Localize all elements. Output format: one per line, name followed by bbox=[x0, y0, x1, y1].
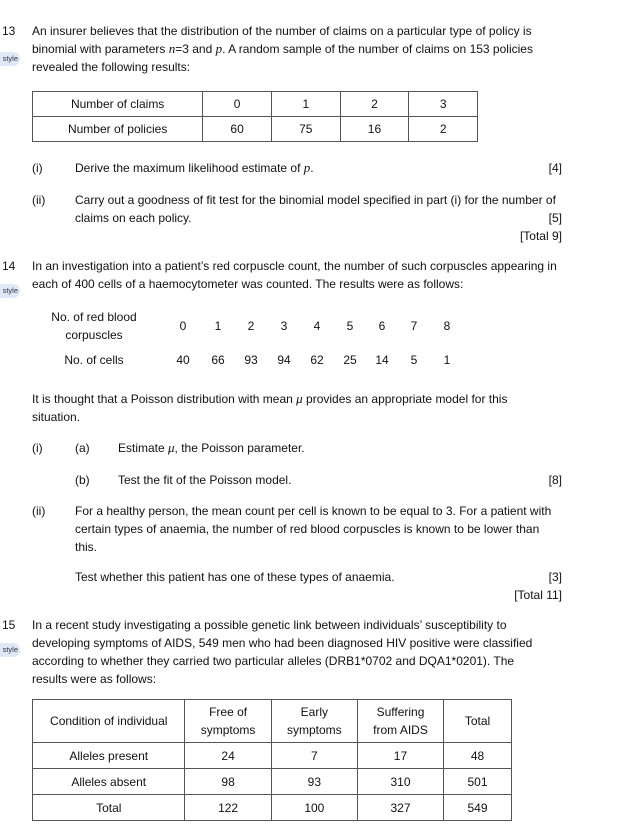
q13-intro-line3: revealed the following results: bbox=[32, 60, 191, 74]
table-cell: 2 bbox=[340, 92, 409, 117]
poisson-text: It is thought that a Poisson distribution with mean μ provides an appropriate model for this situation. bbox=[32, 391, 508, 424]
table-cell: 327 bbox=[357, 795, 443, 821]
part-text: Estimate μ, the Poisson parameter. bbox=[118, 440, 305, 455]
marks: [8] bbox=[548, 473, 562, 487]
table-cell: 60 bbox=[203, 117, 272, 142]
table-cell: 122 bbox=[185, 795, 271, 821]
column-header: Suffering from AIDS bbox=[357, 700, 443, 743]
subpart-label: (b) bbox=[75, 473, 90, 487]
table-cell: 24 bbox=[185, 743, 271, 769]
table-cell: 98 bbox=[185, 769, 271, 795]
table-cell: 501 bbox=[444, 769, 512, 795]
style-badge: style bbox=[0, 284, 20, 298]
style-badge: style bbox=[0, 52, 20, 66]
table-cell: 93 bbox=[271, 769, 357, 795]
table-cell: 17 bbox=[357, 743, 443, 769]
table-cell: 100 bbox=[271, 795, 357, 821]
q13-intro-line1: An insurer believes that the distribution of the number of claims on a particular type of policy is bbox=[32, 24, 532, 38]
column-header: Early symptoms bbox=[271, 700, 357, 743]
total-marks: [Total 11] bbox=[514, 588, 562, 602]
table-cell: 310 bbox=[357, 769, 443, 795]
total-marks: [Total 9] bbox=[519, 229, 562, 243]
marks: [5] bbox=[548, 211, 562, 225]
count-value: 6 bbox=[378, 319, 386, 333]
part-label: (ii) bbox=[32, 193, 46, 207]
marks: [4] bbox=[548, 161, 562, 175]
cell-value: 66 bbox=[211, 353, 225, 367]
row-label: Alleles absent bbox=[33, 769, 185, 795]
part-label: (ii) bbox=[32, 504, 46, 518]
question-number: 15 bbox=[2, 618, 16, 632]
count-value: 8 bbox=[443, 319, 451, 333]
row-label: Total bbox=[33, 795, 185, 821]
table-cell: 7 bbox=[271, 743, 357, 769]
count-value: 2 bbox=[247, 319, 255, 333]
cell-value: 14 bbox=[375, 353, 389, 367]
row-label: No. of cells bbox=[64, 353, 124, 367]
table-cell: 48 bbox=[444, 743, 512, 769]
marks: [3] bbox=[548, 570, 562, 584]
q13-intro bbox=[32, 22, 572, 76]
subpart-label: (a) bbox=[75, 441, 90, 455]
row-label: No. of red blood corpuscles bbox=[51, 310, 137, 342]
cell-value: 94 bbox=[277, 353, 291, 367]
part-text: Test the fit of the Poisson model. bbox=[118, 473, 292, 487]
cell-value: 62 bbox=[310, 353, 324, 367]
table-cell: 16 bbox=[340, 117, 409, 142]
part-text: For a healthy person, the mean count per cell is known to be equal to 3. For a patient with certain types of anaemia, the number of red blood corpuscles is known to be lower than this. bbox=[75, 504, 552, 554]
q15-intro: In a recent study investigating a possible genetic link between individuals’ susceptibility to developing symptoms of AIDS, 549 men who had been diagnosed HIV positive were classified according to whether they carried two particular alleles (DRB1*0702 and DQA1*0201). The results were as follows: bbox=[32, 618, 533, 686]
part-label: (i) bbox=[32, 441, 43, 455]
table-cell: 549 bbox=[444, 795, 512, 821]
count-value: 3 bbox=[280, 319, 288, 333]
row-label: Alleles present bbox=[33, 743, 185, 769]
row-label: Number of policies bbox=[33, 117, 203, 142]
column-header: Condition of individual bbox=[33, 700, 185, 743]
count-value: 4 bbox=[313, 319, 321, 333]
table-cell: 0 bbox=[203, 92, 272, 117]
cell-value: 93 bbox=[244, 353, 258, 367]
part-text: Carry out a goodness of fit test for the binomial model specified in part (i) for the number of claims on each policy. bbox=[75, 193, 556, 225]
cell-value: 40 bbox=[176, 353, 190, 367]
table-cell: 75 bbox=[271, 117, 340, 142]
table-cell: 3 bbox=[409, 92, 478, 117]
cell-value: 1 bbox=[443, 353, 451, 367]
cell-value: 5 bbox=[410, 353, 418, 367]
aids-table bbox=[32, 699, 512, 821]
cell-value: 25 bbox=[343, 353, 357, 367]
q14-intro: In an investigation into a patient’s red corpuscle count, the number of such corpuscles appearing in each of 400 cells of a haemocytometer was counted. The results were as follows: bbox=[32, 259, 557, 291]
column-header: Total bbox=[444, 700, 512, 743]
count-value: 5 bbox=[346, 319, 354, 333]
table-cell: 2 bbox=[409, 117, 478, 142]
count-value: 1 bbox=[214, 319, 222, 333]
style-badge: style bbox=[0, 643, 20, 657]
part-text: Derive the maximum likelihood estimate of p. bbox=[75, 160, 314, 175]
table-cell: 1 bbox=[271, 92, 340, 117]
part-text: Test whether this patient has one of these types of anaemia. bbox=[75, 570, 395, 584]
question-number: 14 bbox=[2, 259, 16, 273]
part-label: (i) bbox=[32, 161, 43, 175]
row-label: Number of claims bbox=[33, 92, 203, 117]
column-header: Free of symptoms bbox=[185, 700, 271, 743]
question-number: 13 bbox=[2, 24, 16, 38]
count-value: 0 bbox=[179, 319, 187, 333]
q13-intro-line2: binomial with parameters n=3 and p. A random sample of the number of claims on 153 policies bbox=[32, 41, 533, 56]
count-value: 7 bbox=[410, 319, 418, 333]
claims-table bbox=[32, 91, 478, 142]
